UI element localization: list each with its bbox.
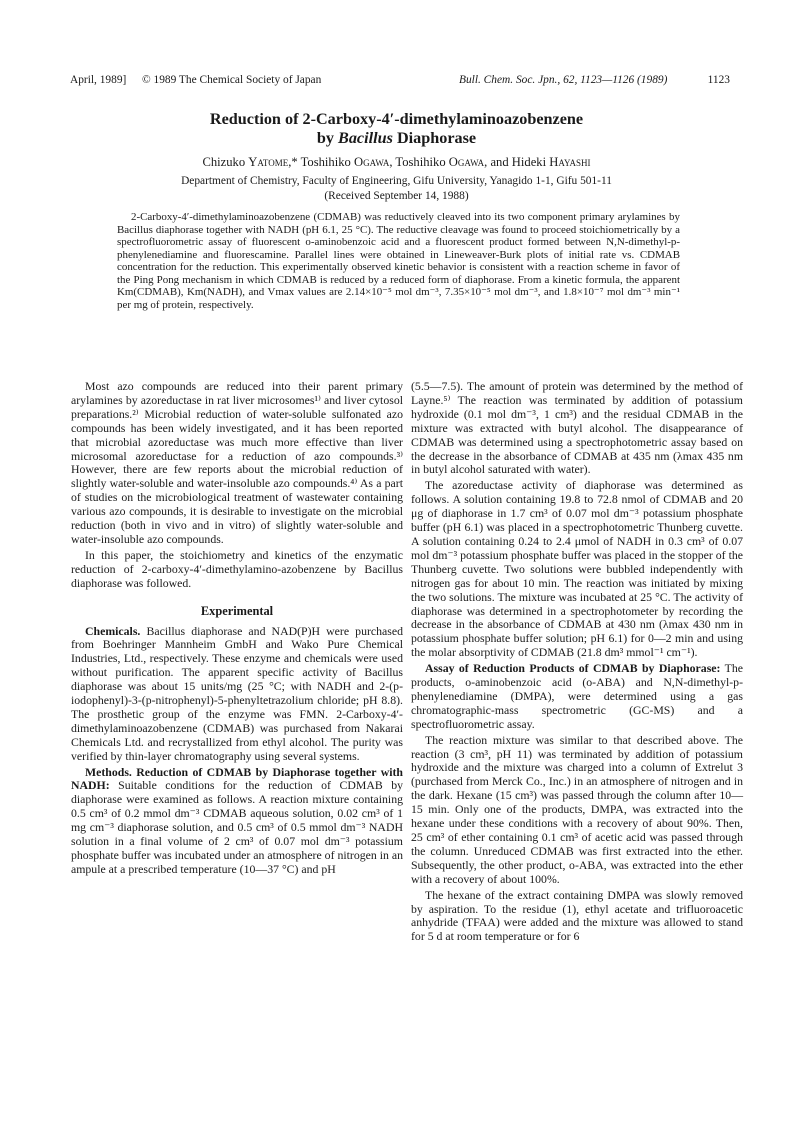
methods-text: Suitable conditions for the reduction of CDMAB by diaphorase were examined as follows. A reaction mixture containing 0.5 cm³ of 0.2 mmol dm⁻³ CDMAB aqueous solution, 0.02 cm³ of 1 mg cm⁻³ diaphorase solution, and 0.5 cm³ of 0.5 mmol dm⁻³ NADH solution in a final volume of 2 cm³ of 0.07 mol dm⁻³ potassium phosphate buffer was incubated under an atmosphere of nitrogen in an ampule at a prescribed temperature (10—37 °C) and pH [71,778,403,876]
issue-date: April, 1989] [70,74,127,86]
received-date: (Received September 14, 1988) [324,189,469,202]
page-number: 1123 [707,74,730,86]
title-line-2-suffix: Diaphorase [392,129,477,147]
chemicals-paragraph [71,625,403,764]
title-line-2 [0,129,793,148]
affiliation-address: Department of Chemistry, Faculty of Engineering, Gifu University, Yanagido 1-1, Gifu 501-11 [181,175,612,187]
author-1-last: Yatome [248,155,289,169]
left-column [71,380,403,879]
assay-paragraph [411,662,743,732]
title-line-1: Reduction of 2-Carboxy-4′-dimethylaminoazobenzene [209,110,584,128]
affiliation [0,174,793,203]
author-2-last: Ogawa [353,155,390,169]
copyright-notice: © 1989 The Chemical Society of Japan [142,74,322,86]
methods-paragraph [71,766,403,877]
title-line-2-genus: Bacillus [338,129,393,147]
title-line-2-prefix: by [316,129,339,147]
paper-title [0,110,793,148]
body-paragraph: The azoreductase activity of diaphorase was determined as follows. A solution containing 19.8 to 72.8 nmol of CDMAB and 20 μg of diaphorase in 1.7 cm³ of 0.07 mol dm⁻³ potassium phosphate buffer (pH 6.1) was placed in a spectrophotometric Thunberg cuvette. A solution containing 0.24 to 2.4 μmol of NADH in 0.3 cm³ of 0.07 mol dm⁻³ potassium phosphate buffer was placed in the stopper of the Thunberg cuvette. Two solutions were bubbled independently with nitrogen gas for about 10 min. The reaction was initiated by mixing the two solutions. The mixture was incubated at 25 °C. The activity of diaphorase was determined in a spectrophotometer by recording the decrease in the absorbance of CDMAB at 430 nm (λmax 430 nm in potassium phosphate buffer solution; pH 6.1) for 0—2 min and using the molar absorptivity of CDMAB (21.8 dm³ mmol⁻¹ cm⁻¹). [411,478,743,660]
author-3-first: Toshihiko [395,155,449,169]
author-1-mark: ,* [288,155,301,169]
author-2-first: Toshihiko [300,155,354,169]
abstract [117,211,680,311]
author-separator: , [389,155,396,169]
chemicals-text: Bacillus diaphorase and NAD(P)H were purchased from Boehringer Mannheim GmbH and Wako Pure Chemical Industries, Ltd., respectively. These enzyme and chemicals were used without purification. The apparent specific activity of Bacillus diaphorase was about 15 units/mg (25 °C; with NADH and 2-(p-iodophenyl)-3-(p-nitrophenyl)-5-phenyltetrazolium chloride; pH 8.8). The prosthetic group of the enzyme was FMN. 2-Carboxy-4′-dimethylaminoazobenzene (CDMAB) was purchased from Nakarai Chemicals Ltd. and recrystallized from ethyl alcohol. The purity was verified by thin-layer chromatography using several systems. [71,623,403,763]
section-heading: Experimental [200,603,274,618]
right-column [411,380,743,946]
author-list [0,155,793,170]
abstract-text: 2-Carboxy-4′-dimethylaminoazobenzene (CDMAB) was reductively cleaved into its two component primary arylamines by Bacillus diaphorase together with NADH (pH 6.1, 25 °C). The reductive cleavage was found to proceed stoichiometrically by a spectrofluorometric assay of fluorescent o-aminobenzoic acid and a fluorescent product formed between N,N-dimethyl-p-phenylenediamine and fluorescamine. Parallel lines were obtained in Lineweaver-Burk plots of initial rate vs. CDMAB concentration for the reduction. This experimentally observed kinetic behavior is consistent with a reaction scheme in favor of the Ping Pong mechanism in which CDMAB is reduced by a reduced form of diaphorase. From a kinetic formula, the apparent Km(CDMAB), Km(NADH), and Vmax values are 2.14×10⁻⁵ mol dm⁻³, 7.35×10⁻⁵ mol dm⁻³, and 1.8×10⁻⁷ mol dm⁻³ min⁻¹ per mg of protein, respectively. [117,211,680,311]
chemicals-label: Chemicals. [85,623,141,638]
assay-text: The products, o-aminobenzoic acid (o-ABA) and N,N-dimethyl-p-phenylenediamine (DMPA), were determined using a gas chromatographic-mass spectrometric (GC-MS) and a spectrofluorometric assay. [411,661,743,731]
body-paragraph: The reaction mixture was similar to that described above. The reaction (3 cm³, pH 11) was terminated by addition of potassium hydroxide and the mixture was charged into a column of Extrelut 3 (purchased from Merck Co., Inc.) in an atmosphere of nitrogen and in the dark. Hexane (15 cm³) was passed through the column after 10—15 min. Only one of the products, DMPA, was extracted into the hexane under these conditions with a recovery of about 90%. Then, 25 cm³ of ether containing 0.1 cm³ of acetic acid was passed through the column. Unreduced CDMAB was first extracted into the ether. Subsequently, the other product, o-ABA, was extracted into the ether with a recovery of about 100%. [411,732,743,886]
journal-citation: Bull. Chem. Soc. Jpn., 62, 1123—1126 (1989) [459,74,668,86]
running-head [70,74,730,90]
body-paragraph: The hexane of the extract containing DMPA was slowly removed by aspiration. To the residue (1), ethyl acetate and trifluoroacetic anhydride (TFAA) were added and the mixture was allowed to stand for 5 d at room temperature or for 6 [411,887,743,944]
body-paragraph: (5.5—7.5). The amount of protein was determined by the method of Layne.⁵⁾ The reaction was terminated by addition of potassium hydroxide (0.1 mol dm⁻³, 1 cm³) and the residual CDMAB in the mixture was extracted with butyl alcohol. The disappearance of CDMAB was determined using a spectrophotometric assay based on the decrease in the absorbance of CDMAB at 435 nm (λmax 435 nm in butyl alcohol saturated with water). [411,379,743,477]
assay-label: Assay of Reduction Products of CDMAB by Diaphorase: [425,661,721,676]
intro-paragraph: Most azo compounds are reduced into their parent primary arylamines by azoreductase in rat liver microsomes¹⁾ and liver cytosol preparations.²⁾ Microbial reduction of water-soluble sulfonated azo compounds has been widely investigated, and it has been reported that microbial azoreductase was much more effective than liver microsomal azoreductase for a reduction of azo compounds.³⁾ However, there are few reports about the microbial reduction of slightly water-soluble and water-insoluble azo compounds.⁴⁾ As a part of studies on the microbiological treatment of wastewater containing various azo compounds, it is desirable to investigate on the microbial reduction (both in vivo and in vitro) of slightly water-soluble and water-insoluble azo compounds. [71,379,403,546]
author-4-last: Hayashi [549,155,591,169]
author-3-last: Ogawa [448,155,485,169]
author-4-first: Hideki [511,155,550,169]
methods-label: Methods. Reduction of CDMAB by Diaphorase together with NADH: [71,764,403,793]
author-separator: , and [484,155,512,169]
author-1-first: Chizuko [202,155,249,169]
intro-paragraph: In this paper, the stoichiometry and kinetics of the enzymatic reduction of 2-carboxy-4′-dimethylamino-azobenzene by Bacillus diaphorase was followed. [71,547,403,590]
